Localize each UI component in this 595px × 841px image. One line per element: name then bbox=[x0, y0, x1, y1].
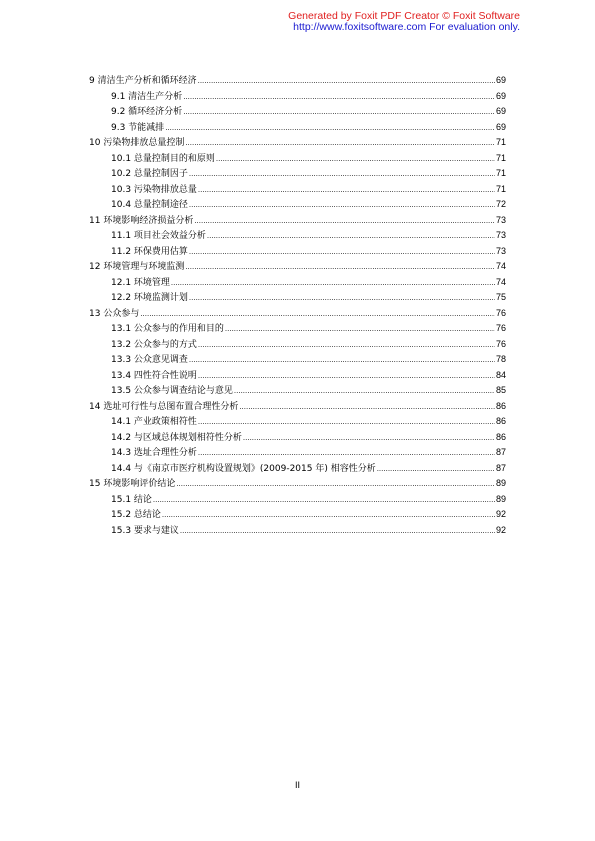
toc-entry-page: 84 bbox=[495, 369, 506, 380]
toc-entry[interactable] bbox=[89, 228, 506, 244]
watermark-line-2[interactable]: http://www.foxitsoftware.com For evaluation only. bbox=[293, 21, 520, 33]
toc-dot-leader bbox=[194, 217, 495, 225]
toc-entry-page: 69 bbox=[495, 106, 506, 116]
toc-entry-title: 15 环境影响评价结论 bbox=[89, 479, 176, 489]
toc-entry-page: 89 bbox=[495, 478, 506, 488]
toc-dot-leader bbox=[180, 527, 495, 535]
toc-dot-leader bbox=[243, 434, 495, 442]
toc-entry[interactable] bbox=[89, 182, 506, 198]
toc-entry-title: 14.4 与《南京市医疗机构设置规划》(2009-2015 年) 相容性分析 bbox=[111, 463, 376, 474]
toc-entry-title: 11.2 环保费用估算 bbox=[111, 246, 188, 257]
toc-entry-page: 92 bbox=[495, 509, 506, 519]
toc-entry[interactable] bbox=[89, 135, 506, 151]
toc-entry[interactable] bbox=[89, 507, 506, 523]
toc-entry-title: 13.5 公众参与调查结论与意见 bbox=[111, 386, 233, 396]
toc-dot-leader bbox=[216, 155, 495, 163]
toc-entry-page: 92 bbox=[495, 524, 506, 535]
toc-entry[interactable] bbox=[89, 461, 506, 477]
toc-entry[interactable] bbox=[89, 414, 506, 430]
toc-entry[interactable] bbox=[89, 244, 506, 260]
toc-entry-page: 74 bbox=[495, 276, 506, 287]
toc-dot-leader bbox=[176, 480, 495, 488]
toc-entry-title: 14.3 选址合理性分析 bbox=[111, 448, 197, 458]
toc-entry[interactable] bbox=[89, 352, 506, 368]
toc-entry-title: 13.4 四性符合性说明 bbox=[111, 370, 197, 381]
toc-dot-leader bbox=[165, 124, 495, 132]
toc-entry[interactable] bbox=[89, 383, 506, 399]
toc-entry[interactable] bbox=[89, 73, 506, 89]
toc-entry-title: 9.2 循环经济分析 bbox=[111, 107, 183, 117]
toc-entry[interactable] bbox=[89, 368, 506, 384]
toc-dot-leader bbox=[198, 449, 495, 457]
toc-entry[interactable] bbox=[89, 166, 506, 182]
toc-entry[interactable] bbox=[89, 104, 506, 120]
toc-entry-page: 87 bbox=[495, 462, 506, 473]
toc-entry-page: 73 bbox=[495, 214, 506, 225]
toc-entry-page: 86 bbox=[495, 431, 506, 442]
toc-entry-page: 76 bbox=[495, 338, 506, 349]
toc-entry-page: 71 bbox=[495, 168, 506, 178]
toc-entry[interactable] bbox=[89, 197, 506, 213]
toc-entry-page: 71 bbox=[495, 137, 506, 147]
toc-entry-page: 76 bbox=[495, 307, 506, 318]
toc-dot-leader bbox=[198, 418, 495, 426]
toc-dot-leader bbox=[140, 310, 495, 318]
toc-entry[interactable] bbox=[89, 306, 506, 322]
toc-entry-title: 13.2 公众参与的方式 bbox=[111, 339, 197, 350]
toc-entry-title: 13.1 公众参与的作用和目的 bbox=[111, 324, 224, 334]
toc-entry-title: 10.3 污染物排放总量 bbox=[111, 184, 197, 195]
toc-entry-title: 14.1 产业政策相符性 bbox=[111, 417, 197, 427]
toc-dot-leader bbox=[185, 263, 495, 271]
toc-entry[interactable] bbox=[89, 259, 506, 275]
toc-dot-leader bbox=[185, 139, 495, 147]
toc-entry-title: 12 环境管理与环境监测 bbox=[89, 262, 185, 272]
toc-entry-title: 12.1 环境管理 bbox=[111, 277, 170, 288]
toc-entry-page: 85 bbox=[495, 385, 506, 395]
toc-entry-title: 9.3 节能减排 bbox=[111, 122, 165, 133]
toc-entry[interactable] bbox=[89, 523, 506, 539]
toc-entry-page: 89 bbox=[495, 493, 506, 504]
toc-dot-leader bbox=[183, 108, 495, 116]
toc-dot-leader bbox=[198, 341, 495, 349]
toc-entry-title: 9 清洁生产分析和循环经济 bbox=[89, 76, 197, 86]
toc-dot-leader bbox=[377, 465, 495, 473]
toc-entry[interactable] bbox=[89, 492, 506, 508]
toc-dot-leader bbox=[239, 403, 495, 411]
toc-dot-leader bbox=[189, 170, 495, 178]
toc-entry-title: 15.1 结论 bbox=[111, 494, 152, 505]
toc-dot-leader bbox=[189, 356, 495, 364]
toc-dot-leader bbox=[198, 77, 495, 85]
toc-dot-leader bbox=[189, 248, 495, 256]
toc-entry[interactable] bbox=[89, 120, 506, 136]
toc-entry[interactable] bbox=[89, 321, 506, 337]
toc-entry[interactable] bbox=[89, 89, 506, 105]
toc-entry[interactable] bbox=[89, 213, 506, 229]
toc-entry[interactable] bbox=[89, 275, 506, 291]
toc-entry-title: 12.2 环境监测计划 bbox=[111, 293, 188, 303]
toc-entry-page: 76 bbox=[495, 323, 506, 333]
toc-dot-leader bbox=[162, 511, 495, 519]
toc-entry-page: 71 bbox=[495, 152, 506, 163]
table-of-contents bbox=[89, 73, 506, 538]
toc-entry[interactable] bbox=[89, 445, 506, 461]
toc-dot-leader bbox=[198, 372, 495, 380]
toc-entry-title: 14.2 与区域总体规划相符性分析 bbox=[111, 432, 242, 443]
toc-entry-page: 72 bbox=[495, 199, 506, 209]
toc-entry-page: 73 bbox=[495, 245, 506, 256]
toc-entry-title: 10 污染物排放总量控制 bbox=[89, 138, 185, 148]
toc-entry[interactable] bbox=[89, 151, 506, 167]
toc-entry-page: 74 bbox=[495, 261, 506, 271]
toc-entry-page: 75 bbox=[495, 292, 506, 302]
toc-entry-title: 14 选址可行性与总图布置合理性分析 bbox=[89, 401, 239, 412]
toc-entry-title: 9.1 清洁生产分析 bbox=[111, 91, 183, 102]
toc-entry[interactable] bbox=[89, 337, 506, 353]
toc-entry-page: 69 bbox=[495, 75, 506, 85]
toc-dot-leader bbox=[153, 496, 495, 504]
toc-dot-leader bbox=[198, 186, 495, 194]
toc-dot-leader bbox=[207, 232, 495, 240]
toc-entry-title: 11.1 项目社会效益分析 bbox=[111, 231, 206, 241]
toc-entry-page: 87 bbox=[495, 447, 506, 457]
toc-entry[interactable] bbox=[89, 476, 506, 492]
toc-entry-page: 69 bbox=[495, 90, 506, 101]
toc-entry[interactable] bbox=[89, 399, 506, 415]
toc-entry-title: 15.3 要求与建议 bbox=[111, 525, 179, 536]
toc-entry-title: 11 环境影响经济损益分析 bbox=[89, 215, 194, 226]
toc-entry-page: 71 bbox=[495, 183, 506, 194]
toc-dot-leader bbox=[189, 201, 495, 209]
toc-entry[interactable] bbox=[89, 430, 506, 446]
toc-entry-title: 13.3 公众意见调查 bbox=[111, 355, 188, 365]
toc-dot-leader bbox=[189, 294, 495, 302]
toc-entry-page: 86 bbox=[495, 416, 506, 426]
toc-dot-leader bbox=[225, 325, 495, 333]
toc-entry-title: 10.2 总量控制因子 bbox=[111, 169, 188, 179]
page-number: II bbox=[294, 780, 300, 790]
toc-entry-page: 78 bbox=[495, 354, 506, 364]
toc-dot-leader bbox=[171, 279, 495, 287]
toc-entry-title: 10.4 总量控制途径 bbox=[111, 200, 188, 210]
toc-dot-leader bbox=[183, 93, 495, 101]
toc-entry[interactable] bbox=[89, 290, 506, 306]
toc-entry-title: 13 公众参与 bbox=[89, 308, 140, 319]
toc-entry-title: 10.1 总量控制目的和原则 bbox=[111, 153, 215, 164]
watermark-line-1: Generated by Foxit PDF Creator © Foxit Software bbox=[288, 10, 520, 22]
toc-entry-page: 69 bbox=[495, 121, 506, 132]
evaluation-watermark bbox=[288, 11, 520, 33]
toc-dot-leader bbox=[234, 387, 495, 395]
toc-entry-page: 73 bbox=[495, 230, 506, 240]
toc-entry-title: 15.2 总结论 bbox=[111, 510, 161, 520]
toc-entry-page: 86 bbox=[495, 400, 506, 411]
